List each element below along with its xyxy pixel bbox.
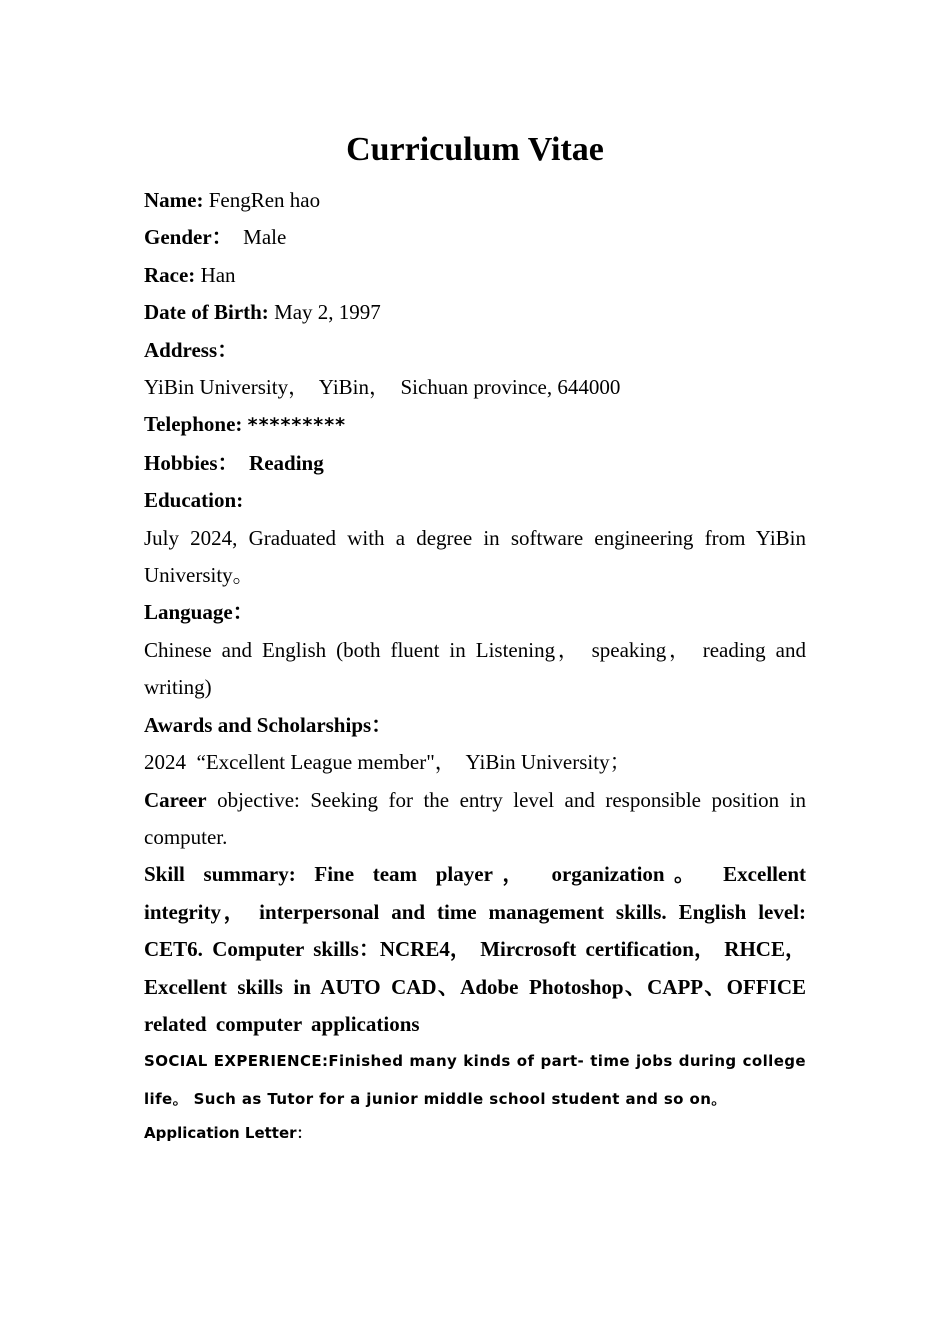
cv-document — [144, 128, 806, 1151]
race-line — [144, 257, 806, 294]
career-label: Career — [144, 787, 207, 812]
document-title: Curriculum Vitae — [346, 131, 604, 168]
education-label: Education: — [144, 488, 244, 513]
language-label: Language： — [144, 600, 254, 625]
name-line — [144, 182, 806, 219]
telephone-value: ********* — [247, 414, 347, 437]
skill-summary: Skill summary: Fine team player， organization。 Excellent integrity， interpersonal and time management skills. English level: CET6. Computer skills：NCRE4， Mircrosoft certification， RHCE， Excellent skills in AUTO CAD、Adobe Photoshop、CAPP、OFFICE related computer applications — [144, 862, 806, 1036]
hobbies-line — [144, 445, 806, 482]
telephone-line — [144, 406, 806, 444]
gender-line — [144, 219, 806, 256]
social-experience: SOCIAL EXPERIENCE:Finished many kinds of part- time jobs during college life。 Such as Tutor for a junior middle school student and so on。 — [144, 1052, 806, 1108]
hobbies-label: Hobbies： — [144, 450, 239, 475]
dob-value: May 2, 1997 — [268, 300, 381, 325]
gender-value: Male — [232, 225, 287, 250]
address-label: Address： — [144, 337, 239, 362]
awards-label: Awards and Scholarships： — [144, 712, 393, 737]
race-value: Han — [195, 262, 236, 287]
education-value: July 2024, Graduated with a degree in software engineering from YiBin University。 — [144, 525, 806, 588]
language-value: Chinese and English (both fluent in Listening， speaking， reading and writing) — [144, 637, 806, 700]
gender-label: Gender： — [144, 225, 233, 250]
hobbies-value: Reading — [238, 450, 324, 475]
career-line — [144, 782, 806, 857]
name-label: Name: — [144, 188, 204, 212]
awards-value: 2024 “Excellent League member"， YiBin University； — [144, 750, 631, 775]
race-label: Race: — [144, 262, 196, 287]
address-value: YiBin University， YiBin， Sichuan province, 644000 — [144, 375, 621, 400]
telephone-label: Telephone: — [144, 412, 248, 437]
dob-label: Date of Birth: — [144, 300, 269, 325]
application-letter-label: Application Letter： — [144, 1124, 312, 1143]
name-value: FengRen hao — [203, 188, 321, 212]
dob-line — [144, 294, 806, 331]
career-value: objective: Seeking for the entry level and responsible position in computer. — [144, 787, 806, 849]
